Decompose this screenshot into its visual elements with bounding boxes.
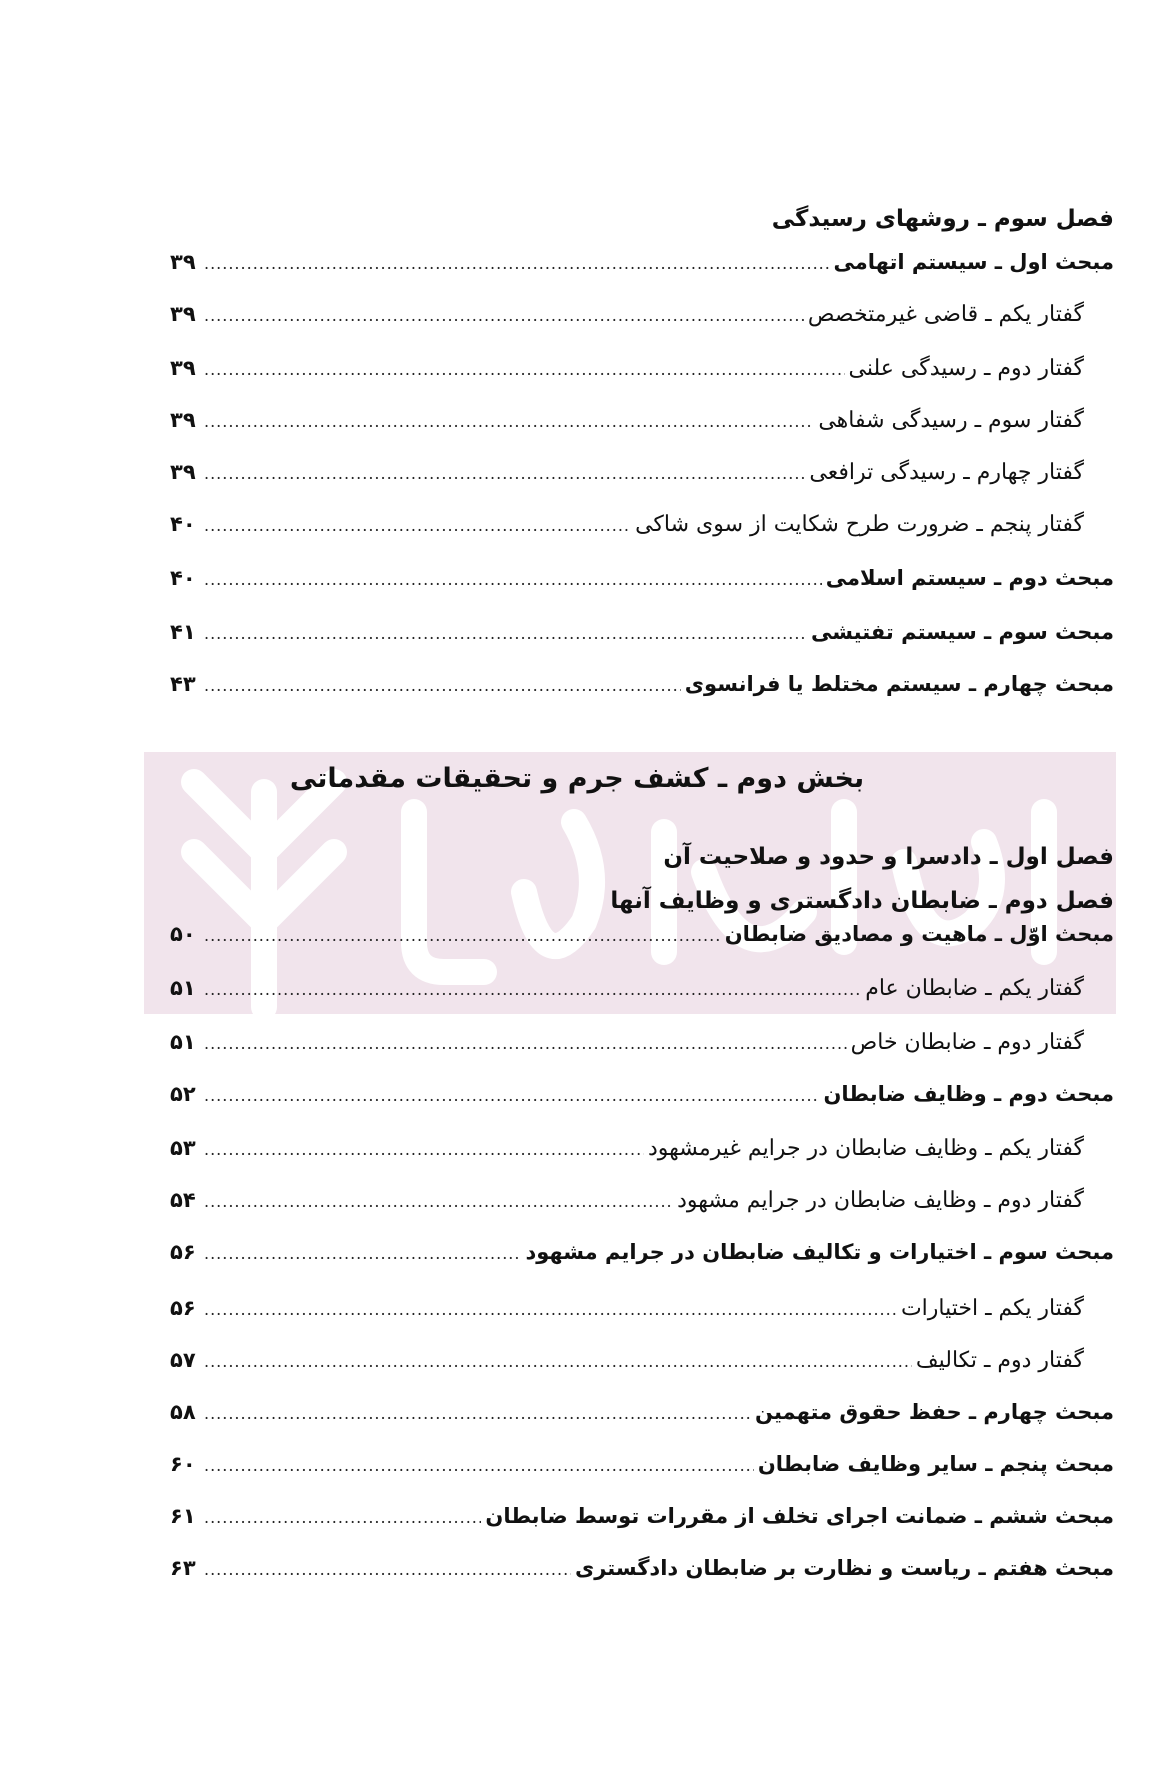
- chapter-heading: فصل دوم ـ ضابطان دادگستری و وظایف آنها: [610, 888, 1114, 914]
- toc-entry-page-number: ۴۰: [170, 512, 196, 536]
- dot-leader: [204, 1192, 673, 1211]
- toc-entry-page-number: ۳۹: [170, 302, 196, 326]
- toc-entry-title: مبحث سوم ـ اختیارات و تکالیف ضابطان در جرایم مشهود: [525, 1240, 1114, 1264]
- toc-entry: [170, 1240, 1114, 1274]
- toc-entry-page-number: ۶۰: [170, 1452, 196, 1476]
- toc-entry-title: گفتار چهارم ـ رسیدگی ترافعی: [809, 460, 1084, 485]
- dot-leader: [204, 570, 822, 589]
- toc-entry-page-number: ۵۴: [170, 1188, 196, 1212]
- toc-entry-page-number: ۵۸: [170, 1400, 196, 1424]
- dot-leader: [204, 412, 814, 431]
- toc-entry-title: گفتار دوم ـ وظایف ضابطان در جرایم مشهود: [677, 1188, 1084, 1213]
- toc-entry: [170, 1082, 1114, 1116]
- dot-leader: [204, 1140, 644, 1159]
- toc-entry-page-number: ۵۱: [170, 1030, 196, 1054]
- dot-leader: [204, 254, 829, 273]
- toc-entry-page-number: ۵۲: [170, 1082, 196, 1106]
- toc-entry-page-number: ۴۱: [170, 620, 196, 644]
- toc-entry-title: گفتار یکم ـ اختیارات: [900, 1296, 1084, 1321]
- dot-leader: [204, 1404, 751, 1423]
- toc-entry-title: گفتار دوم ـ تکالیف: [915, 1348, 1084, 1373]
- toc-entry: [170, 1296, 1084, 1330]
- toc-entry-page-number: ۵۶: [170, 1240, 196, 1264]
- dot-leader: [204, 624, 807, 643]
- dot-leader: [204, 360, 845, 379]
- chapter-heading: فصل اول ـ دادسرا و حدود و صلاحیت آن: [663, 844, 1114, 870]
- toc-entry-title: مبحث پنجم ـ سایر وظایف ضابطان: [757, 1452, 1114, 1476]
- toc-entry: [170, 620, 1114, 654]
- toc-entry-title: مبحث دوم ـ وظایف ضابطان: [823, 1082, 1114, 1106]
- toc-entry: [170, 1452, 1114, 1486]
- toc-entry: [170, 460, 1084, 494]
- toc-entry-page-number: ۳۹: [170, 460, 196, 484]
- toc-entry-page-number: ۴۳: [170, 672, 196, 696]
- toc-entry-title: مبحث ششم ـ ضمانت اجرای تخلف از مقررات توسط ضابطان: [485, 1504, 1114, 1528]
- toc-entry-title: مبحث اوّل ـ ماهیت و مصادیق ضابطان: [724, 922, 1114, 946]
- toc-entry-page-number: ۵۰: [170, 922, 196, 946]
- toc-entry-title: مبحث سوم ـ سیستم تفتیشی: [811, 620, 1114, 644]
- dot-leader: [204, 1508, 481, 1527]
- toc-entry-page-number: ۵۱: [170, 976, 196, 1000]
- toc-entry-title: گفتار پنجم ـ ضرورت طرح شکایت از سوی شاکی: [635, 512, 1084, 537]
- chapter-heading: فصل سوم ـ روشهای رسیدگی: [771, 206, 1114, 232]
- toc-entry: [170, 1030, 1084, 1064]
- toc-entry: [170, 922, 1114, 956]
- dot-leader: [204, 516, 631, 535]
- dot-leader: [204, 1300, 897, 1319]
- toc-entry-page-number: ۵۳: [170, 1136, 196, 1160]
- toc-entry: [170, 512, 1084, 546]
- dot-leader: [204, 1034, 847, 1053]
- dot-leader: [204, 980, 861, 999]
- dot-leader: [204, 306, 804, 325]
- toc-entry-page-number: ۶۳: [170, 1556, 196, 1580]
- toc-entry-page-number: ۵۶: [170, 1296, 196, 1320]
- toc-entry-page-number: ۵۷: [170, 1348, 196, 1372]
- dot-leader: [204, 1352, 912, 1371]
- toc-entry-page-number: ۴۰: [170, 566, 196, 590]
- toc-entry-title: گفتار یکم ـ وظایف ضابطان در جرایم غیرمشهود: [647, 1136, 1084, 1161]
- toc-entry: [170, 356, 1084, 390]
- toc-entry-title: گفتار سوم ـ رسیدگی شفاهی: [818, 408, 1084, 433]
- dot-leader: [204, 1456, 754, 1475]
- toc-entry: [170, 1188, 1084, 1222]
- toc-entry-title: گفتار دوم ـ رسیدگی علنی: [848, 356, 1084, 381]
- toc-entry: [170, 1348, 1084, 1382]
- toc-entry-title: مبحث هفتم ـ ریاست و نظارت بر ضابطان دادگستری: [574, 1556, 1114, 1580]
- dot-leader: [204, 464, 805, 483]
- dot-leader: [204, 1086, 819, 1105]
- toc-entry-title: گفتار یکم ـ قاضی غیرمتخصص: [807, 302, 1084, 327]
- toc-entry: [170, 1556, 1114, 1590]
- toc-entry: [170, 1400, 1114, 1434]
- toc-entry-page-number: ۳۹: [170, 356, 196, 380]
- toc-entry-title: مبحث چهارم ـ سیستم مختلط یا فرانسوی: [684, 672, 1114, 696]
- dot-leader: [204, 1560, 571, 1579]
- dot-leader: [204, 926, 721, 945]
- toc-entry-title: مبحث اول ـ سیستم اتهامی: [833, 250, 1114, 274]
- toc-entry-title: گفتار یکم ـ ضابطان عام: [865, 976, 1084, 1001]
- toc-entry-page-number: ۳۹: [170, 408, 196, 432]
- toc-entry-title: گفتار دوم ـ ضابطان خاص: [850, 1030, 1084, 1055]
- toc-entry: [170, 1136, 1084, 1170]
- toc-entry-page-number: ۳۹: [170, 250, 196, 274]
- toc-entry: [170, 1504, 1114, 1538]
- toc-entry-title: مبحث دوم ـ سیستم اسلامی: [825, 566, 1114, 590]
- toc-entry: [170, 566, 1114, 600]
- toc-entry: [170, 976, 1084, 1010]
- toc-entry: [170, 672, 1114, 706]
- toc-entry-title: مبحث چهارم ـ حفظ حقوق متهمین: [755, 1400, 1114, 1424]
- toc-entry: [170, 408, 1084, 442]
- dot-leader: [204, 1244, 521, 1263]
- dot-leader: [204, 676, 681, 695]
- toc-entry-page-number: ۶۱: [170, 1504, 196, 1528]
- toc-entry: [170, 250, 1114, 284]
- part-heading: بخش دوم ـ کشف جرم و تحقیقات مقدماتی: [289, 763, 865, 794]
- toc-entry: [170, 302, 1084, 336]
